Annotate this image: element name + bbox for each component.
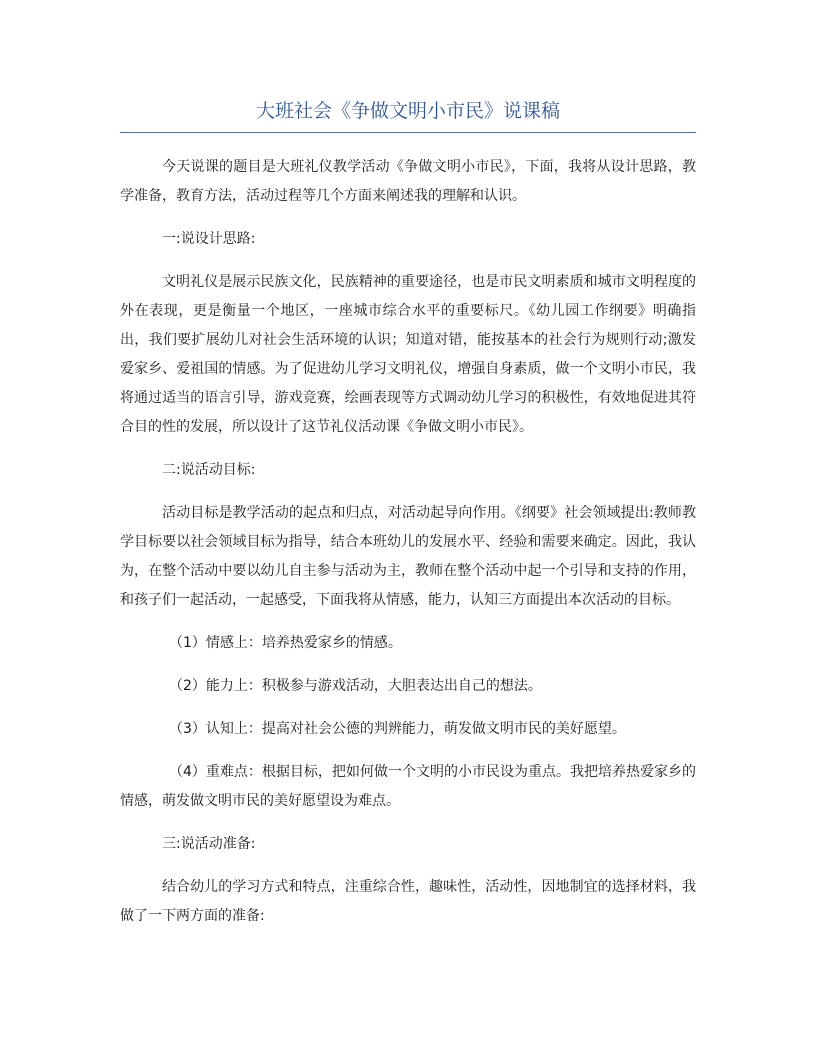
goal-item-cognition: （3）认知上：提高对社会公德的判辨能力，萌发做文明市民的美好愿望。 [169, 721, 626, 737]
document-page [120, 92, 696, 945]
goal-item-ability: （2）能力上：积极参与游戏活动，大胆表达出自己的想法。 [169, 678, 542, 694]
document-title: 大班社会《争做文明小市民》说课稿 [255, 100, 560, 122]
goal-item-emotion: （1）情感上：培养热爱家乡的情感。 [169, 635, 402, 651]
section-heading-design: 一:说设计思路: [162, 231, 256, 247]
intro-paragraph: 今天说课的题目是大班礼仪教学活动《争做文明小市民》，下面，我将从设计思路，教学准备，教育方法，活动过程等几个方面来阐述我的理解和认识。 [120, 159, 696, 204]
preparation-paragraph: 结合幼儿的学习方式和特点，注重综合性，趣味性，活动性，因地制宜的选择材料，我做了一下两方面的准备: [120, 879, 696, 924]
goal-item-key-points: （4）重难点：根据目标，把如何做一个文明的小市民设为重点。我把培养热爱家乡的情感，萌发做文明市民的美好愿望设为难点。 [120, 764, 696, 809]
goals-paragraph: 活动目标是教学活动的起点和归点，对活动起导向作用。《纲要》社会领域提出:教师教学目标要以社会领域目标为指导，结合本班幼儿的发展水平、经验和需要来确定。因此，我认为，在整个活动中要以幼儿自主参与活动为主，教师在整个活动中起一个引导和支持的作用，和孩子们一起活动，一起感受，下面我将从情感，能力，认知三方面提出本次活动的目标。 [120, 505, 696, 608]
title-underline [120, 132, 696, 133]
design-paragraph: 文明礼仪是展示民族文化，民族精神的重要途径，也是市民文明素质和城市文明程度的外在表现，更是衡量一个地区，一座城市综合水平的重要标尺。《幼儿园工作纲要》明确指出，我们要扩展幼儿对社会生活环境的认识；知道对错，能按基本的社会行为规则行动;激发爱家乡、爱祖国的情感。为了促进幼儿学习文明礼仪，增强自身素质，做一个文明小市民，我将通过适当的语言引导，游戏竞赛，绘画表现等方式调动幼儿学习的积极性，有效地促进其符合目的性的发展，所以设计了这节礼仪活动课《争做文明小市民》。 [120, 274, 696, 435]
section-heading-goals: 二:说活动目标: [162, 462, 256, 478]
section-heading-preparation: 三:说活动准备: [162, 836, 256, 852]
document-body [120, 153, 696, 931]
